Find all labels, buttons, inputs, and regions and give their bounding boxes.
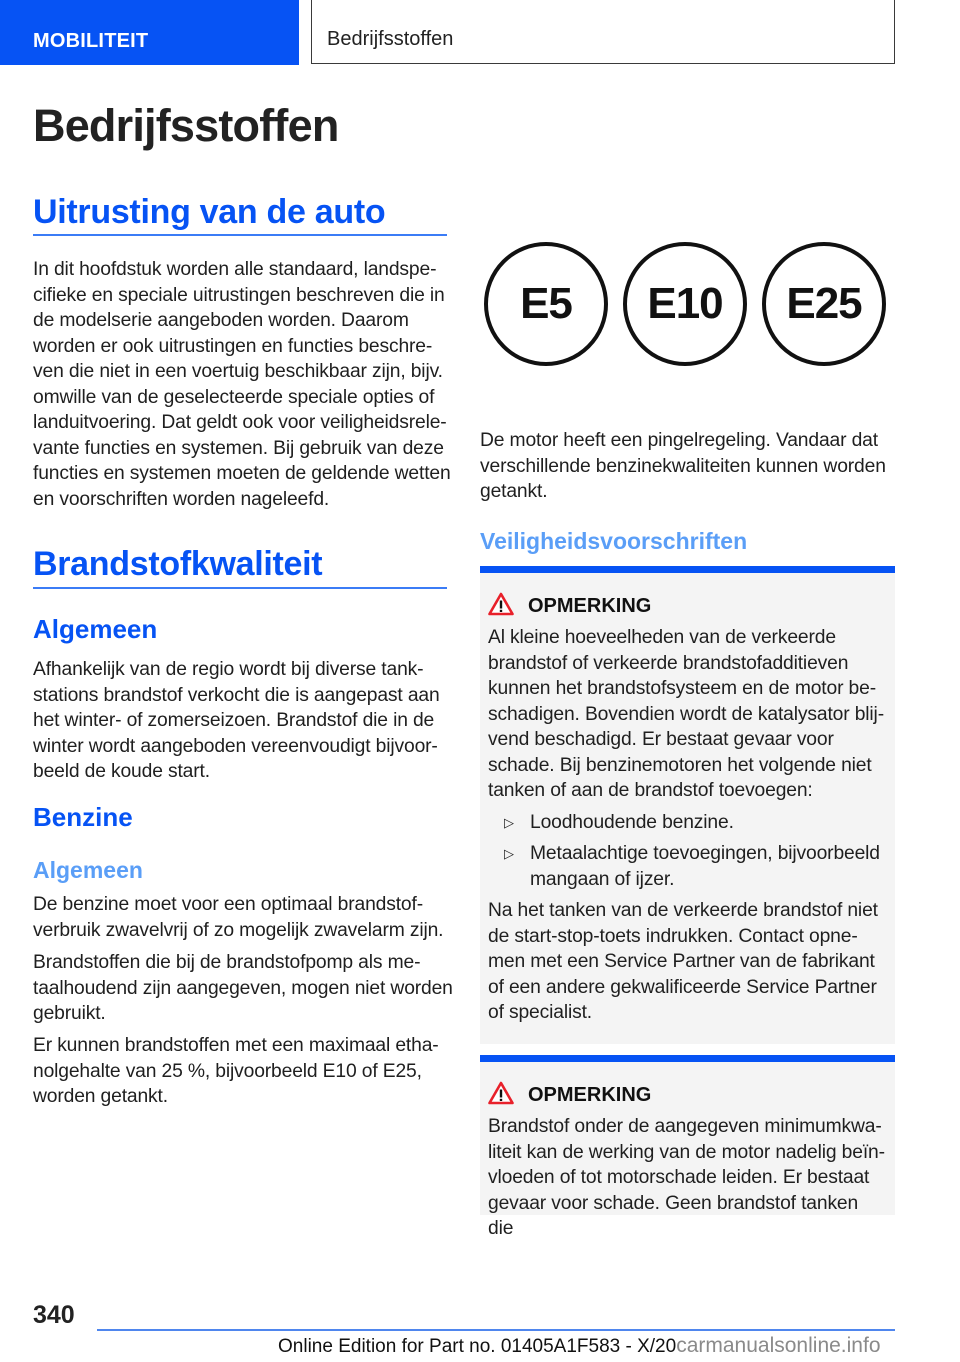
list-item: ▷ Metaalachtige toevoegingen, bijvoorbeeld mangaan of ijzer. (488, 841, 887, 892)
footer-edition (278, 1334, 881, 1358)
warning-triangle-icon (488, 1081, 514, 1110)
notice-box-1 (480, 566, 895, 1044)
badge-e25: E25 (762, 242, 886, 366)
badge-e5: E5 (484, 242, 608, 366)
subheading-algemeen: Algemeen (33, 614, 158, 644)
heading-brandstofkwaliteit: Brandstofkwaliteit (33, 545, 323, 583)
warning-triangle-icon (488, 592, 514, 621)
subheading-benzine-algemeen: Algemeen (33, 857, 143, 883)
heading-rule (33, 587, 447, 589)
page-number: 340 (33, 1301, 75, 1329)
notice-header (488, 1080, 887, 1110)
footer-rule (97, 1329, 895, 1331)
heading-uitrusting: Uitrusting van de auto (33, 193, 386, 231)
notice-body: Al kleine hoeveelheden van de verkeerde brandstof of verkeerde brandstofadditieven kunnen het brandstofsysteem en de motor beschadigen. Bovendien wordt de katalysator blijvend beschadigd. Er bestaat gevaar voor schade. Bij benzinemotoren het volgende niet tanken of aan de brandstof toevoegen: (488, 627, 885, 801)
notice-label: OPMERKING (528, 594, 652, 617)
breadcrumb: Bedrijfsstoffen (311, 0, 895, 64)
bullet-triangle-icon: ▷ (504, 814, 514, 830)
bullet-triangle-icon: ▷ (504, 846, 514, 861)
badge-e10: E10 (623, 242, 747, 366)
intro-paragraph: De motor heeft een pingelregeling. Vandaar dat verschillende benzinekwaliteiten kunnen worden getankt. (480, 430, 886, 502)
notice-header (488, 591, 887, 621)
list-item: ▷ Loodhoudende benzine. (488, 810, 887, 836)
notice-box-2 (480, 1055, 895, 1239)
notice-body: Brandstof onder de aangegeven minimumkwaliteit kan de werking van de motor nadelig beïnvloeden of tot motorschade leiden. Er bestaat gevaar voor schade. Geen brandstof tanken die (488, 1116, 886, 1239)
benzine-paragraph-3: Er kunnen brandstoffen met een maximaal ethanolgehalte van 25 %, bijvoorbeeld E10 of E25, worden getankt. (33, 1035, 439, 1107)
benzine-paragraph-1: De benzine moet voor een optimaal brandstofverbruik zwavelvrij of zo mogelijk zwavelarm zijn. (33, 894, 444, 941)
heading-benzine: Benzine (33, 802, 133, 832)
edition-text: Online Edition for Part no. 01405A1F583 - X/20 (278, 1336, 677, 1357)
heading-veiligheidsvoorschriften: Veiligheidsvoorschriften (480, 528, 748, 554)
notice-followup: Na het tanken van de verkeerde brandstof niet de start-stop-toets indrukken. Contact opnemen met een Service Partner van de fabrikant of een andere gekwalificeerde Service Partner of specialist. (488, 900, 878, 1023)
brandstofkwaliteit-paragraph: Afhankelijk van de regio wordt bij diverse tankstations brandstof verkocht die is aangepast aan het winter- of zomerseizoen. Brandstof die in de winter wordt aangeboden vereenvoudigt bijvoorbeeld de koude start. (33, 659, 440, 782)
benzine-paragraph-2: Brandstoffen die bij de brandstofpomp als metaalhoudend zijn aangegeven, mogen niet worden gebruikt. (33, 952, 453, 1024)
page-title: Bedrijfsstoffen (33, 100, 339, 151)
watermark-link[interactable]: carmanualsonline.info (676, 1334, 881, 1357)
fuel-grade-badges (484, 240, 894, 380)
section-tab: MOBILITEIT (0, 0, 299, 65)
uitrusting-paragraph: In dit hoofdstuk worden alle standaard, landspecifieke en speciale uitrustingen beschreven die in de modelserie aangeboden worden. Daarom worden er ook uitrustingen en functies beschreven die niet in een voertuig beschikbaar zijn, bijv. omwille van de geselecteerde speciale opties of landuitvoering. Dat geldt ook voor veiligheidsrelevante functies en systemen. Bij gebruik van deze functies en systemen moeten de geldende wetten en voorschriften worden nageleefd. (33, 259, 451, 510)
heading-rule (33, 234, 447, 236)
notice-label: OPMERKING (528, 1083, 652, 1106)
